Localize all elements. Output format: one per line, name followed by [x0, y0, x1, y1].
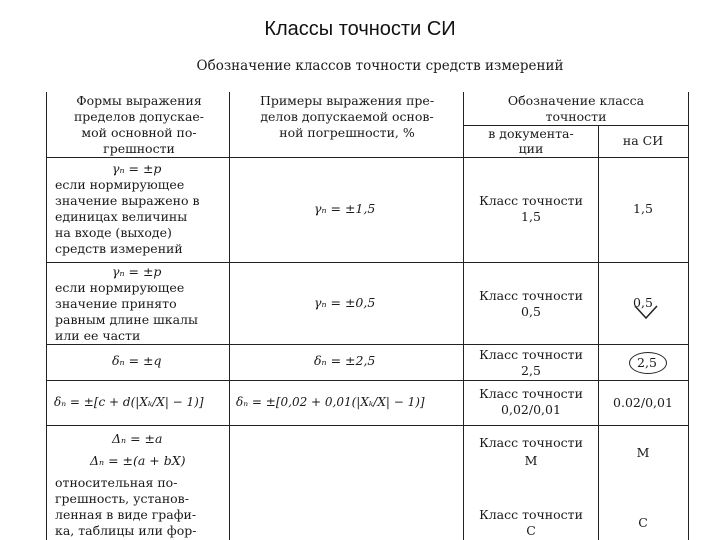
slide-title: Классы точности СИ: [264, 18, 456, 40]
header-col2-line1: Примеры выражения пре-: [259, 93, 435, 108]
row1-text-line4: на входе (выходе): [55, 225, 172, 240]
row5-doc-line2: М: [524, 453, 538, 468]
header-col3a-line1: в документа-: [488, 126, 574, 141]
row2-formula: γₙ = ±p: [112, 264, 162, 279]
header-col3-group-line2: точности: [545, 109, 607, 124]
header-col2-line3: ной погрешности, %: [279, 125, 415, 140]
row2-si: 0,5: [633, 295, 653, 310]
row3-doc-line2: 2,5: [521, 363, 541, 378]
row-divider-3: [46, 344, 688, 345]
table-border-right: [688, 92, 689, 540]
row5-formula2: Δₙ = ±(a + bX): [90, 453, 186, 468]
header-col1-line4: грешности: [103, 141, 175, 156]
row2-text-line1: если нормирующее: [55, 280, 185, 295]
header-col1-line2: пределов допускае-: [73, 109, 205, 124]
row6-doc-line1: Класс точности: [479, 507, 583, 522]
row4-example: δₙ = ±[0,02 + 0,01(|Xₖ/X| − 1)]: [236, 395, 425, 409]
header-col3b: на СИ: [622, 133, 664, 148]
row2-example: γₙ = ±0,5: [314, 295, 376, 310]
row1-text-line2: значение выражено в: [55, 193, 200, 208]
row5-doc-line1: Класс точности: [479, 435, 583, 450]
chevron-mark-icon: [633, 304, 659, 320]
table-border-left: [46, 92, 47, 540]
row4-doc-line2: 0,02/0,01: [501, 402, 561, 417]
row3-formula: δₙ = ±q: [112, 353, 162, 368]
header-col1-line3: мой основной по-: [81, 125, 197, 140]
column-divider-2: [463, 92, 464, 540]
row1-text-line3: единицах величины: [55, 209, 188, 224]
column-divider-3: [598, 126, 599, 540]
row1-formula: γₙ = ±p: [112, 161, 162, 176]
row6-text-line3: ленная в виде графи-: [55, 507, 197, 522]
row5-formula1: Δₙ = ±a: [112, 431, 163, 446]
row6-si: С: [638, 515, 648, 530]
row4-doc-line1: Класс точности: [479, 386, 583, 401]
row2-doc-line2: 0,5: [521, 304, 541, 319]
row-divider-1: [46, 157, 688, 158]
header-col1-line1: Формы выражения: [76, 93, 202, 108]
row1-text-line1: если нормирующее: [55, 177, 185, 192]
row2-doc-line1: Класс точности: [479, 288, 583, 303]
row3-doc-line1: Класс точности: [479, 347, 583, 362]
row1-example: γₙ = ±1,5: [314, 201, 376, 216]
row2-text-line4: или ее части: [55, 328, 141, 343]
row-divider-5: [46, 425, 688, 426]
row5-si: М: [636, 445, 650, 460]
table-caption: Обозначение классов точности средств измерений: [196, 58, 564, 74]
row1-doc-line1: Класс точности: [479, 193, 583, 208]
row6-doc-line2: С: [526, 523, 536, 538]
header-col3a-line2: ции: [518, 141, 544, 156]
row6-text-line2: грешность, установ-: [55, 491, 189, 506]
header-col2-line2: делов допускаемой основ-: [260, 109, 434, 124]
row-divider-4: [46, 380, 688, 381]
row2-text-line3: равным длине шкалы: [55, 312, 198, 327]
row4-si: 0.02/0,01: [613, 395, 673, 410]
row1-si: 1,5: [633, 201, 653, 216]
row4-formula: δₙ = ±[c + d(|Xₖ/X| − 1)]: [54, 395, 204, 409]
row1-doc-line2: 1,5: [521, 209, 541, 224]
row2-text-line2: значение принято: [55, 296, 177, 311]
header-col3-group-line1: Обозначение класса: [507, 93, 645, 108]
row3-example: δₙ = ±2,5: [314, 353, 376, 368]
column-divider-1: [229, 92, 230, 540]
row6-text-line4: ка, таблицы или фор-: [55, 523, 197, 538]
row3-si: 2,5: [637, 355, 657, 370]
row1-text-line5: средств измерений: [55, 241, 183, 256]
row6-text-line1: относительная по-: [55, 475, 178, 490]
